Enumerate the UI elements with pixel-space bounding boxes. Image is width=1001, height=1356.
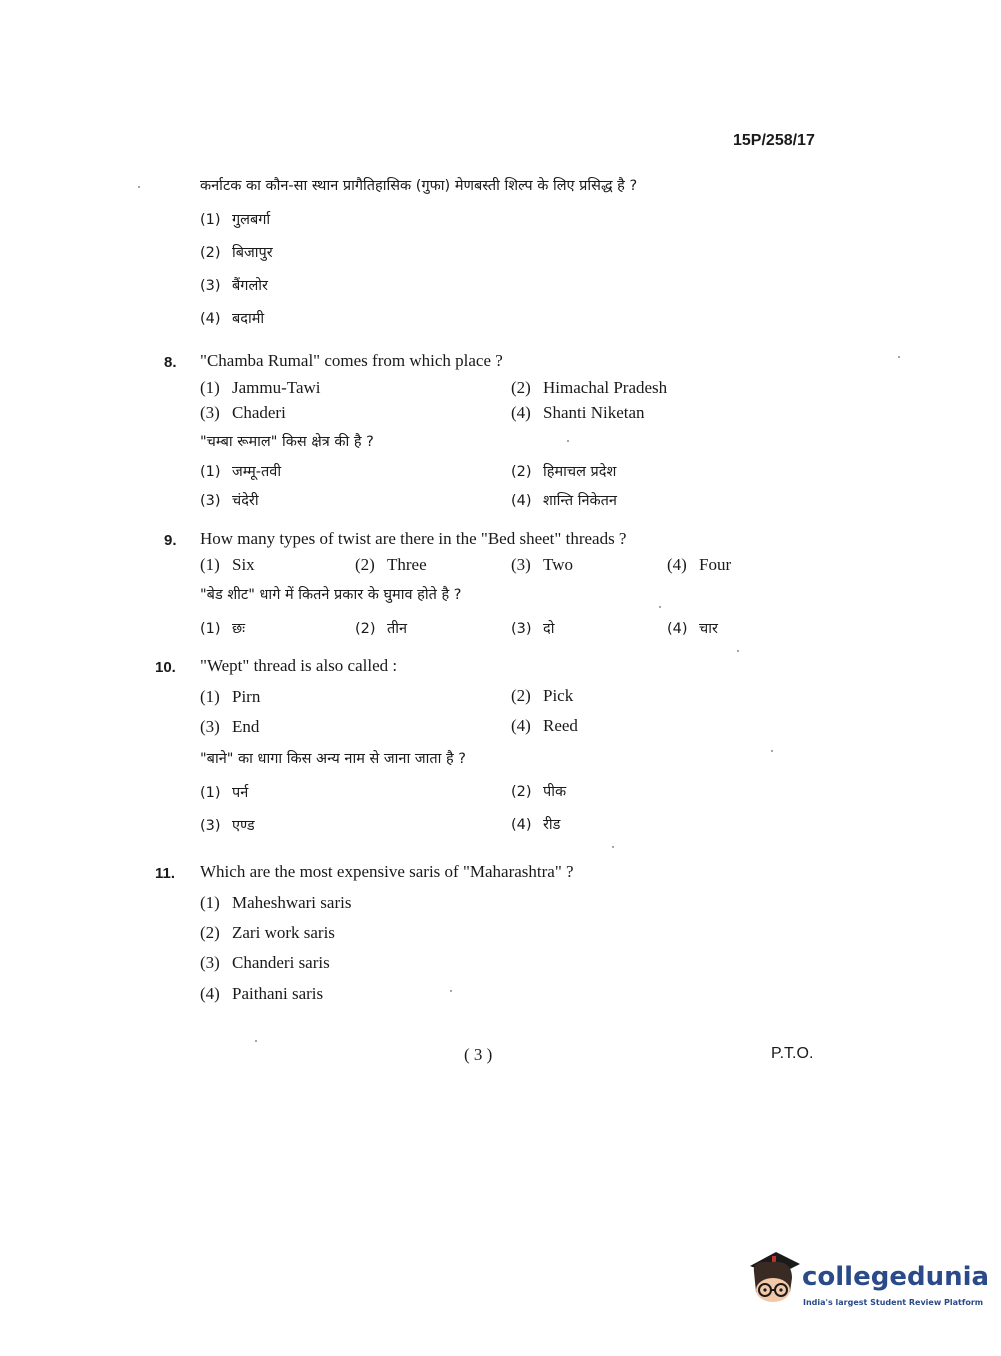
q10-option-4: (4) Reed	[511, 716, 578, 735]
pto-label: P.T.O.	[771, 1045, 814, 1062]
scan-speck	[567, 440, 569, 442]
scan-speck	[450, 990, 452, 992]
q10-option-3: (3) End	[200, 717, 260, 736]
q10-option-3-hindi: (3) एण्ड	[200, 818, 255, 834]
q7-option-3-hindi: (3) बैंगलोर	[200, 278, 268, 294]
q8-option-1-hindi: (1) जम्मू-तवी	[200, 464, 282, 480]
q7-option-4-hindi: (4) बदामी	[200, 311, 265, 327]
q9-option-2-hindi: (2) तीन	[355, 621, 408, 637]
q7-option-1-hindi: (1) गुलबर्गा	[200, 212, 271, 228]
q7-option-2-hindi: (2) बिजापुर	[200, 245, 273, 261]
q8-option-2-hindi: (2) हिमाचल प्रदेश	[511, 464, 617, 480]
scan-speck	[898, 356, 900, 358]
watermark-tagline: India's largest Student Review Platform	[803, 1298, 984, 1307]
collegedunia-mascot-icon	[742, 1248, 804, 1310]
q8-text-hindi: "चम्बा रूमाल" किस क्षेत्र की है ?	[200, 434, 374, 450]
q9-number: 9.	[164, 532, 177, 549]
q9-option-3-hindi: (3) दो	[511, 621, 555, 637]
q8-option-3: (3) Chaderi	[200, 403, 286, 422]
q8-number: 8.	[164, 354, 177, 371]
q10-text-hindi: "बाने" का धागा किस अन्य नाम से जाना जाता है ?	[200, 751, 466, 767]
q11-option-1: (1) Maheshwari saris	[200, 893, 352, 912]
q10-option-2: (2) Pick	[511, 686, 574, 705]
q7-text-hindi: कर्नाटक का कौन-सा स्थान प्रागैतिहासिक (गुफा) मेणबस्ती शिल्प के लिए प्रसिद्ध है ?	[200, 178, 638, 194]
q9-text: How many types of twist are there in the "Bed sheet" threads ?	[200, 529, 627, 548]
scan-speck	[612, 846, 614, 848]
q8-option-4-hindi: (4) शान्ति निकेतन	[511, 493, 617, 509]
q8-option-1: (1) Jammu-Tawi	[200, 378, 321, 397]
scan-speck	[771, 750, 773, 752]
watermark-brand: collegedunia	[802, 1262, 990, 1292]
q10-option-1: (1) Pirn	[200, 687, 261, 706]
page-number: ( 3 )	[464, 1045, 493, 1064]
q10-number: 10.	[155, 659, 176, 676]
q8-option-4: (4) Shanti Niketan	[511, 403, 645, 422]
scan-speck	[138, 186, 140, 188]
q9-option-2: (2) Three	[355, 555, 427, 574]
scan-speck	[255, 1040, 257, 1042]
q9-option-4: (4) Four	[667, 555, 732, 574]
q10-option-1-hindi: (1) पर्न	[200, 785, 249, 801]
q8-option-2: (2) Himachal Pradesh	[511, 378, 668, 397]
q9-option-1-hindi: (1) छः	[200, 621, 246, 637]
q11-option-2: (2) Zari work saris	[200, 923, 335, 942]
q10-text: "Wept" thread is also called :	[200, 656, 398, 675]
q9-option-3: (3) Two	[511, 555, 573, 574]
q8-option-3-hindi: (3) चंदेरी	[200, 493, 259, 509]
q10-option-4-hindi: (4) रीड	[511, 817, 561, 833]
q8-text: "Chamba Rumal" comes from which place ?	[200, 351, 503, 370]
q11-number: 11.	[155, 865, 176, 882]
q11-text: Which are the most expensive saris of "Maharashtra" ?	[200, 862, 574, 881]
scan-speck	[659, 606, 661, 608]
q11-option-3: (3) Chanderi saris	[200, 953, 330, 972]
q9-text-hindi: "बेड शीट" धागे में कितने प्रकार के घुमाव होते है ?	[200, 587, 462, 603]
paper-code: 15P/258/17	[733, 132, 815, 149]
q9-option-1: (1) Six	[200, 555, 255, 574]
q10-option-2-hindi: (2) पीक	[511, 784, 567, 800]
q9-option-4-hindi: (4) चार	[667, 621, 718, 637]
scan-speck	[737, 650, 739, 652]
q11-option-4: (4) Paithani saris	[200, 984, 324, 1003]
